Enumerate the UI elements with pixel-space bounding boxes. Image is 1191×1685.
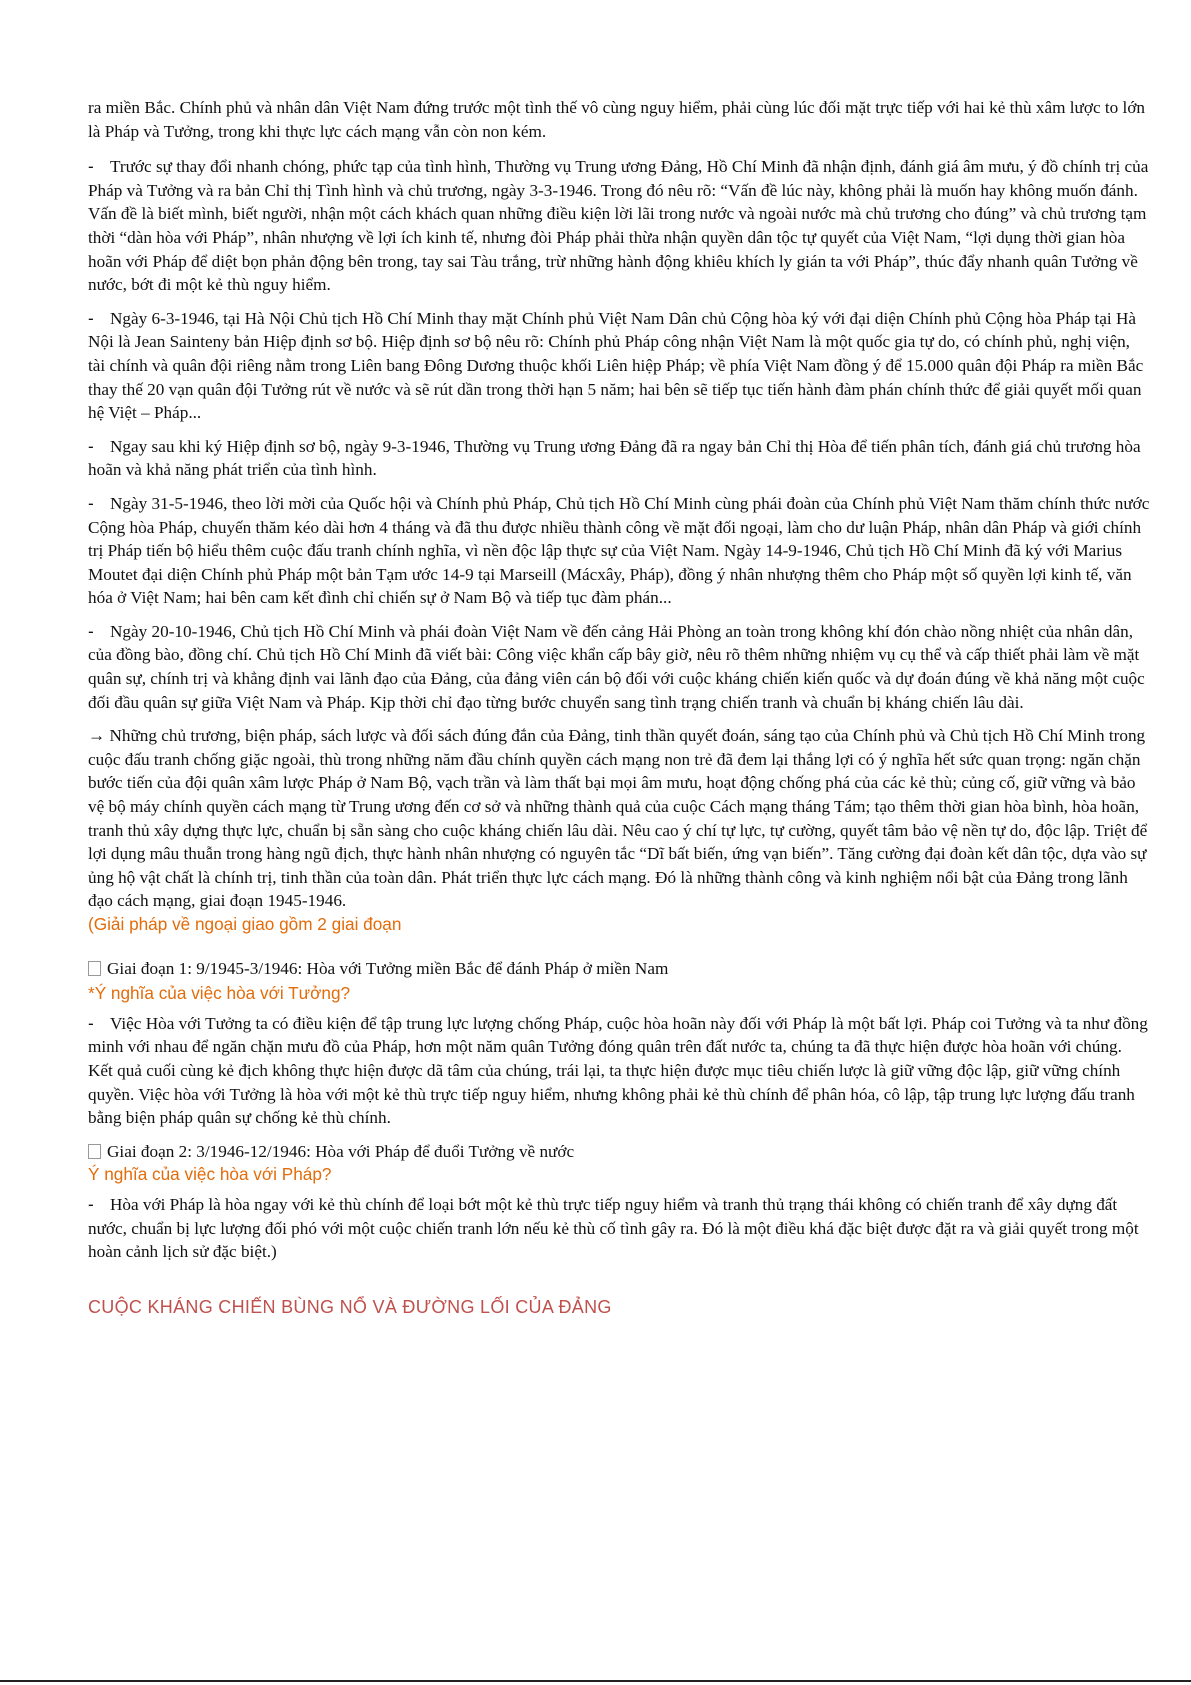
phase-2-answer: Hòa với Pháp là hòa ngay với kẻ thù chính để loại bớt một kẻ thù trực tiếp nguy hiểm và tranh thủ trạng thái không có chiến tranh để xây dựng đất nước, chuẩn bị lực lượng đối phó với một cuộc chiến tranh lớn nếu kẻ thù cố tình gây ra. Đó là một điều khá đặc biệt được đặt ra và giải quyết trong một hoàn cảnh lịch sử đặc biệt.) — [88, 1194, 1139, 1262]
list-item — [88, 620, 1150, 714]
list-item — [88, 1193, 1150, 1264]
conclusion-paragraph: → Những chủ trương, biện pháp, sách lược và đối sách đúng đắn của Đảng, tinh thần quyết đoán, sáng tạo của Chính phủ và Chủ tịch Hồ Chí Minh trong cuộc đấu tranh chống giặc ngoài, thù trong những năm đầu chính quyền cách mạng non trẻ đã đem lại thắng lợi có ý nghĩa hết sức quan trọng: ngăn chặn bước tiến của đội quân xâm lược Pháp ở Nam Bộ, vạch trần và làm thất bại mọi âm mưu, hoạt động chống phá của các kẻ thù; củng cố, giữ vững và bảo vệ bộ máy chính quyền cách mạng từ Trung ương đến cơ sở và những thành quả của cuộc Cách mạng tháng Tám; tạo thêm thời gian hòa bình, hòa hoãn, tranh thủ xây dựng thực lực, chuẩn bị sẵn sàng cho cuộc kháng chiến lâu dài. Nêu cao ý chí tự lực, tự cường, quyết tâm bảo vệ nền tự do, độc lập. Triệt để lợi dụng mâu thuẫn trong hàng ngũ địch, thực hành nhân nhượng có nguyên tắc “Dĩ bất biến, ứng vạn biến”. Tăng cường đại đoàn kết dân tộc, dựa vào sự ủng hộ vật chất là chính trị, tinh thần của toàn dân. Phát triển thực lực cách mạng. Đó là những thành công và kinh nghiệm nổi bật của Đảng trong lãnh đạo cách mạng, giai đoạn 1945-1946. — [88, 726, 1148, 911]
list-item — [88, 492, 1150, 610]
dash-bullet: - — [88, 435, 94, 456]
list-item-text: Trước sự thay đổi nhanh chóng, phức tạp của tình hình, Thường vụ Trung ương Đảng, Hồ Chí Minh đã nhận định, đánh giá âm mưu, ý đồ chính trị của Pháp và Tưởng và ra bản Chỉ thị Tình hình và chủ trương, ngày 3-3-1946. Trong đó nêu rõ: “Vấn đề lúc này, không phải là muốn hay không muốn đánh. Vấn đề là biết mình, biết người, nhận một cách khách quan những điều kiện lời lãi trong nước và ngoài nước mà chủ trương cho đúng” và chủ trương tạm thời “dàn hòa với Pháp”, nhân nhượng về lợi ích kinh tế, nhưng đòi Pháp phải thừa nhận quyền dân tộc tự quyết của Việt Nam, “lợi dụng thời gian hòa hoãn với Pháp để diệt bọn phản động bên trong, tay sai Tàu trắng, trừ những hành động khiêu khích ly gián ta với Pháp”, thúc đẩy nhanh quân Tưởng về nước, bớt đi một kẻ thù nguy hiểm. — [88, 157, 1149, 295]
phase-2-label — [88, 1140, 1150, 1164]
list-item-text: Ngày 20-10-1946, Chủ tịch Hồ Chí Minh và phái đoàn Việt Nam về đến cảng Hải Phòng an toàn trong không khí đón chào nồng nhiệt của nhân dân, của đồng bào, đồng chí. Chủ tịch Hồ Chí Minh đã viết bài: Công việc khẩn cấp bây giờ, nêu rõ thêm những nhiệm vụ cụ thể và cấp thiết phải làm về mặt quân sự, chính trị và khẳng định vai lãnh đạo của Đảng, của đảng viên cán bộ đối với cuộc kháng chiến kiến quốc và dự đoán đúng về khả năng một cuộc đối đầu quân sự giữa Việt Nam và Pháp. Kịp thời chỉ đạo từng bước chuyển sang tình trạng chiến tranh và chuẩn bị kháng chiến lâu dài. — [88, 621, 1145, 712]
list-item-text: Ngày 6-3-1946, tại Hà Nội Chủ tịch Hồ Chí Minh thay mặt Chính phủ Việt Nam Dân chủ Cộng hòa ký với đại diện Chính phủ Cộng hòa Pháp tại Hà Nội là Jean Sainteny bản Hiệp định sơ bộ. Hiệp định sơ bộ nêu rõ: Chính phủ Pháp công nhận Việt Nam là một quốc gia tự do, có chính phủ, nghị viện, tài chính và quân đội riêng nằm trong Liên bang Đông Dương thuộc khối Liên hiệp Pháp; về phía Việt Nam đồng ý để 15.000 quân đội Pháp ra miền Bắc thay thế 20 vạn quân đội Tưởng rút về nước và sẽ rút dần trong thời hạn 5 năm; hai bên sẽ tiếp tục tiến hành đàm phán chính thức để giải quyết mối quan hệ Việt – Pháp... — [88, 308, 1144, 423]
list-item-text: Ngay sau khi ký Hiệp định sơ bộ, ngày 9-3-1946, Thường vụ Trung ương Đảng đã ra ngay bản Chỉ thị Hòa để tiến phân tích, đánh giá chủ trương hòa hoãn và khả năng phát triển của tình hình. — [88, 436, 1141, 480]
dash-bullet: - — [88, 620, 94, 641]
dash-bullet: - — [88, 156, 94, 177]
phase-1-text: Giai đoạn 1: 9/1945-3/1946: Hòa với Tưởng miền Bắc để đánh Pháp ở miền Nam — [107, 958, 669, 978]
intro-paragraph: ra miền Bắc. Chính phủ và nhân dân Việt Nam đứng trước một tình thế vô cùng nguy hiểm, phải cùng lúc đối mặt trực tiếp với hai kẻ thù xâm lược to lớn là Pháp và Tưởng, trong khi thực lực cách mạng vẫn còn non kém. — [88, 98, 1145, 141]
document-page — [88, 96, 1150, 1319]
dash-bullet: - — [88, 307, 94, 328]
section-heading: CUỘC KHÁNG CHIẾN BÙNG NỔ VÀ ĐƯỜNG LỐI CỦA ĐẢNG — [88, 1296, 612, 1317]
phase-2-question: Ý nghĩa của việc hòa với Pháp? — [88, 1164, 332, 1185]
dash-bullet: - — [88, 492, 94, 513]
checkbox-glyph-icon — [88, 1144, 101, 1159]
list-item — [88, 435, 1150, 482]
checkbox-glyph-icon — [88, 961, 101, 976]
dash-bullet: - — [88, 1193, 94, 1214]
page-bottom-rule — [0, 1680, 1191, 1682]
list-item — [88, 155, 1150, 297]
phase-1-answer: Việc Hòa với Tưởng ta có điều kiện để tập trung lực lượng chống Pháp, cuộc hòa hoãn này đối với Pháp là một bất lợi. Pháp coi Tưởng và ta như đồng minh với nhau để ngăn chặn mưu đồ của Pháp, hơn một năm quân Tưởng đóng quân trên đất nước ta, chúng ta đã thực hiện được hòa hoãn với chúng. Kết quả cuối cùng kẻ địch không thực hiện được dã tâm của chúng, trái lại, ta thực hiện được mục tiêu chiến lược là giữ vững độc lập, giữ vững chính quyền. Việc hòa với Tưởng là hòa với một kẻ thù trực tiếp nguy hiểm, nhưng không phải kẻ thù chính để phân hóa, cô lập, tập trung lực lượng đấu tranh bằng biện pháp quân sự chống kẻ thù chính. — [88, 1013, 1148, 1128]
phase-2-text: Giai đoạn 2: 3/1946-12/1946: Hòa với Pháp để đuổi Tưởng về nước — [107, 1141, 575, 1161]
list-item-text: Ngày 31-5-1946, theo lời mời của Quốc hội và Chính phủ Pháp, Chủ tịch Hồ Chí Minh cùng phái đoàn của Chính phủ Việt Nam thăm chính thức nước Cộng hòa Pháp, chuyến thăm kéo dài hơn 4 tháng và đã thu được nhiều thành công về mặt đối ngoại, làm cho dư luận Pháp, nhân dân Pháp và giới chính trị Pháp tiến bộ hiểu thêm cuộc đấu tranh chính nghĩa, vì nền độc lập thực sự của Việt Nam. Ngày 14-9-1946, Chủ tịch Hồ Chí Minh đã ký với Marius Moutet đại diện Chính phủ Pháp một bản Tạm ước 14-9 tại Marseill (Mácxây, Pháp), đồng ý nhân nhượng thêm cho Pháp một số quyền lợi kinh tế, văn hóa ở Việt Nam; hai bên cam kết đình chỉ chiến sự ở Nam Bộ và tiếp tục đàm phán... — [88, 493, 1150, 608]
phase-1-question: *Ý nghĩa của việc hòa với Tưởng? — [88, 983, 351, 1004]
dash-bullet: - — [88, 1012, 94, 1033]
list-item — [88, 307, 1150, 425]
note-open: (Giải pháp về ngoại giao gồm 2 giai đoạn — [88, 914, 402, 934]
list-item — [88, 1012, 1150, 1130]
phase-1-label — [88, 957, 1150, 981]
